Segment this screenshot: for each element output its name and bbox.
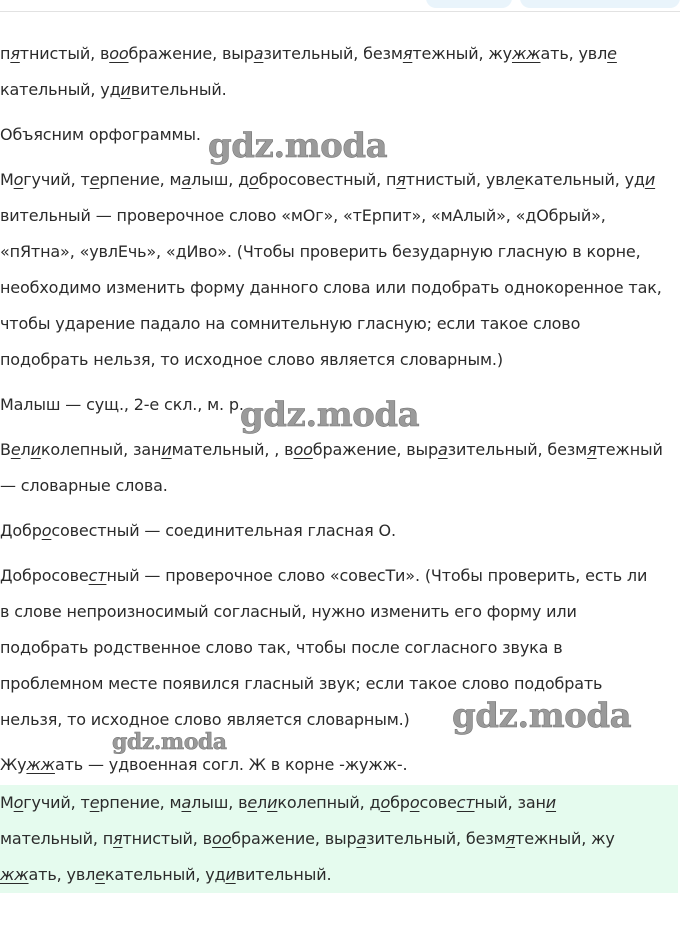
text-segment: рпение, м	[99, 170, 182, 189]
text-segment: бражение, выр	[128, 44, 254, 63]
text-segment: вительный.	[235, 865, 332, 884]
text-segment: рпение, м	[99, 793, 182, 812]
top-button-2[interactable]	[520, 0, 680, 8]
text-segment: Жу	[0, 755, 27, 774]
text-segment: колепный, зан	[40, 440, 162, 459]
orthogram-mark: я	[113, 829, 123, 848]
text-segment: гучий, т	[23, 793, 90, 812]
orthogram-mark: оо	[109, 44, 129, 63]
orthogram-mark: е	[95, 865, 105, 884]
text-segment: тежный	[596, 440, 663, 459]
text-segment: ать, увл	[540, 44, 608, 63]
text-line	[0, 36, 678, 72]
orthogram-mark: о	[41, 521, 52, 540]
orthogram-mark: а	[356, 829, 367, 848]
text-segment: проблемном месте появился гласный звук; если такое слово подобрать	[0, 674, 603, 693]
watermark-logo: gdz.moda	[208, 126, 388, 166]
orthogram-mark: а	[253, 44, 264, 63]
orthogram-mark: е	[607, 44, 617, 63]
paragraph-p2	[0, 162, 678, 378]
paragraph-p4	[0, 432, 678, 504]
text-segment: ать, увл	[28, 865, 96, 884]
text-segment: М	[0, 170, 14, 189]
text-segment: бражение, выр	[231, 829, 357, 848]
text-line	[0, 857, 678, 893]
text-segment: подобрать родственное слово так, чтобы после согласного звука в	[0, 638, 563, 657]
text-segment: п	[0, 44, 11, 63]
text-segment: ный — проверочное слово «совесТи». (Чтобы проверить, есть ли	[106, 566, 648, 585]
text-segment: бросовестный, п	[258, 170, 397, 189]
text-segment: Добр	[0, 521, 42, 540]
orthogram-mark: оо	[293, 440, 313, 459]
text-segment: тежный, жу	[515, 829, 615, 848]
orthogram-mark: жж	[0, 865, 29, 884]
orthogram-mark: я	[505, 829, 516, 848]
text-segment: зительный, безм	[263, 44, 403, 63]
text-segment: в слове непроизносимый согласный, нужно изменить его форму или	[0, 602, 577, 621]
orthogram-mark: и	[30, 440, 41, 459]
text-segment: бражение, выр	[312, 440, 438, 459]
paragraph-p7	[0, 747, 678, 783]
orthogram-mark: я	[396, 170, 406, 189]
text-segment: гучий, т	[23, 170, 90, 189]
orthogram-mark: е	[247, 793, 258, 812]
orthogram-mark: и	[267, 793, 278, 812]
text-line	[0, 306, 678, 342]
text-segment: ный, зан	[474, 793, 546, 812]
text-segment: — словарные слова.	[0, 476, 168, 495]
paragraph-p8	[0, 785, 678, 893]
orthogram-mark: е	[514, 170, 525, 189]
paragraph-p0	[0, 36, 678, 108]
top-divider	[0, 11, 680, 12]
watermark-logo: gdz.moda	[452, 696, 632, 736]
orthogram-mark: е	[89, 793, 100, 812]
text-segment: нельзя, то исходное слово является словарным.)	[0, 710, 410, 729]
text-line	[0, 72, 678, 108]
orthogram-mark: и	[120, 80, 131, 99]
text-segment: М	[0, 793, 14, 812]
text-segment: лыш, в	[191, 793, 248, 812]
orthogram-mark: и	[644, 170, 656, 189]
text-segment: тежный, жу	[412, 44, 512, 63]
orthogram-mark: о	[13, 793, 24, 812]
text-segment: тнистый, в	[19, 44, 110, 63]
orthogram-mark: я	[587, 440, 597, 459]
text-segment: кательный, уд	[524, 170, 645, 189]
text-segment: зительный, безм	[366, 829, 506, 848]
text-segment: л	[257, 793, 268, 812]
text-line	[0, 162, 678, 198]
watermark-logo: gdz.moda	[112, 729, 227, 755]
orthogram-mark: и	[225, 865, 236, 884]
text-line	[0, 468, 678, 504]
text-line	[0, 234, 678, 270]
text-segment: л	[20, 440, 31, 459]
text-line	[0, 630, 678, 666]
orthogram-mark: жж	[26, 755, 55, 774]
text-segment: необходимо изменить форму данного слова или подобрать однокоренное так,	[0, 278, 662, 297]
text-segment: тнистый, увл	[405, 170, 515, 189]
orthogram-mark: а	[181, 793, 192, 812]
text-segment: сове	[419, 793, 457, 812]
orthogram-mark: ст	[456, 793, 475, 812]
paragraph-p5	[0, 513, 678, 549]
orthogram-mark: е	[10, 440, 21, 459]
orthogram-mark: и	[161, 440, 172, 459]
text-segment: совестный — соединительная гласная О.	[51, 521, 396, 540]
orthogram-mark: а	[437, 440, 448, 459]
orthogram-mark: оо	[211, 829, 232, 848]
text-line	[0, 821, 678, 857]
orthogram-mark: жж	[511, 44, 541, 63]
text-line	[0, 558, 678, 594]
orthogram-mark: а	[181, 170, 192, 189]
orthogram-mark: я	[10, 44, 20, 63]
orthogram-mark: ст	[88, 566, 107, 585]
text-segment: кательный, уд	[104, 865, 226, 884]
text-segment: «пЯтна», «увлЕчь», «дИво». (Чтобы проверить безударную гласную в корне,	[0, 242, 641, 261]
orthogram-mark: е	[89, 170, 100, 189]
text-segment: мательный, , в	[171, 440, 294, 459]
text-segment: зительный, безм	[447, 440, 588, 459]
orthogram-mark: о	[248, 170, 259, 189]
text-segment: колепный, д	[277, 793, 381, 812]
text-segment: чтобы ударение падало на сомнительную гласную; если такое слово	[0, 314, 581, 333]
top-button-1[interactable]	[426, 0, 512, 8]
text-segment: Добросове	[0, 566, 89, 585]
orthogram-mark: о	[13, 170, 24, 189]
text-segment: кательный, уд	[0, 80, 121, 99]
text-line	[0, 594, 678, 630]
orthogram-mark: о	[380, 793, 391, 812]
watermark-logo: gdz.moda	[240, 395, 420, 435]
text-line	[0, 270, 678, 306]
text-line	[0, 785, 678, 821]
text-segment: лыш, д	[191, 170, 249, 189]
text-segment: бр	[390, 793, 410, 812]
text-segment: подобрать нельзя, то исходное слово является словарным.)	[0, 350, 503, 369]
orthogram-mark: о	[409, 793, 420, 812]
text-segment: Объясним орфограммы.	[0, 125, 201, 144]
text-line	[0, 747, 678, 783]
text-segment: тнистый, в	[122, 829, 212, 848]
text-segment: вительный — проверочное слово «мОг», «тЕрпит», «мАлый», «дОбрый»,	[0, 206, 606, 225]
text-segment: мательный, п	[0, 829, 114, 848]
text-segment: В	[0, 440, 11, 459]
orthogram-mark: я	[402, 44, 413, 63]
text-segment: Малыш — сущ., 2-е скл., м. р.	[0, 395, 244, 414]
text-line	[0, 342, 678, 378]
text-segment: ать — удвоенная согл. Ж в корне -жужж-.	[54, 755, 408, 774]
text-segment: вительный.	[130, 80, 227, 99]
text-line	[0, 513, 678, 549]
text-line	[0, 432, 678, 468]
text-line	[0, 198, 678, 234]
orthogram-mark: и	[545, 793, 557, 812]
top-bar	[0, 0, 680, 20]
